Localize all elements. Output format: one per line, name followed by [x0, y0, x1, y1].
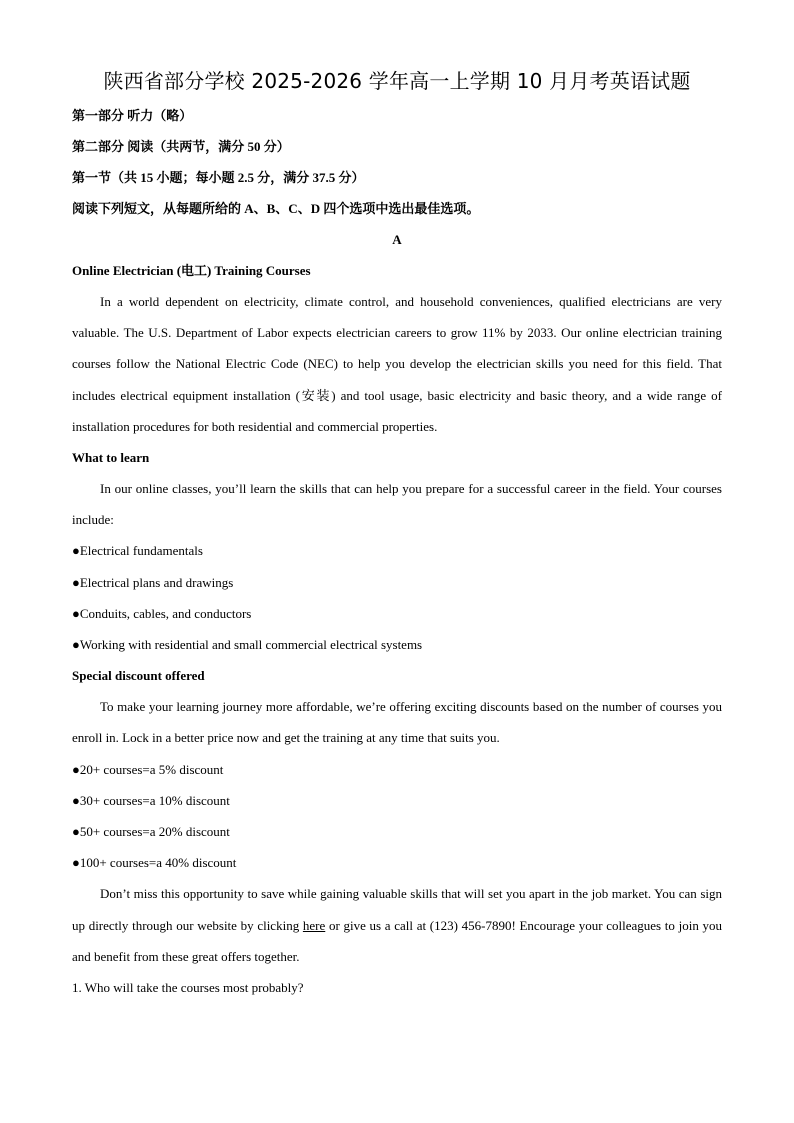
exam-page: [72, 66, 722, 1003]
list-item: ●Electrical fundamentals: [72, 543, 203, 559]
learn-heading: What to learn: [72, 450, 150, 466]
section1-heading: 第一节（共 15 小题；每小题 2.5 分，满分 37.5 分）: [72, 170, 365, 185]
closing-text-after: or give us a call at (123) 456-7890! Encourage your colleagues to join you and benefit from these great offers together.: [72, 917, 723, 964]
list-item: ●50+ courses=a 20% discount: [72, 824, 230, 840]
closing-text-before: Don’t miss this opportunity to save while gaining valuable skills that will set you apart in the job market. You can sign up directly through our website by clicking: [72, 886, 722, 933]
list-item: ●100+ courses=a 40% discount: [72, 855, 237, 871]
part2-heading: 第二部分 阅读（共两节，满分 50 分）: [72, 139, 290, 154]
passage-heading: Online Electrician (电工) Training Courses: [72, 263, 311, 278]
intro-paragraph: In a world dependent on electricity, climate control, and household conveniences, qualified electricians are very valuable. The U.S. Department of Labor expects electrician careers to grow 11% by 2033. Our online electrician training courses follow the National Electric Code (NEC) to help you develop the electrician skills you need for this field. That includes electrical equipment installation (安装) and tool usage, basic electricity and basic theory, and a wide range of installation procedures for both residential and commercial properties.: [72, 294, 722, 434]
closing-paragraph: [72, 878, 722, 972]
part1-heading: 第一部分 听力（略）: [72, 108, 193, 123]
list-item: ●Conduits, cables, and conductors: [72, 605, 252, 621]
list-item: ●20+ courses=a 5% discount: [72, 761, 224, 777]
list-item: ●Working with residential and small commercial electrical systems: [72, 637, 423, 653]
instruction-text: 阅读下列短文，从每题所给的 A、B、C、D 四个选项中选出最佳选项。: [72, 201, 480, 216]
discount-heading: Special discount offered: [72, 668, 205, 684]
passage-letter: A: [392, 232, 402, 247]
learn-paragraph: In our online classes, you’ll learn the skills that can help you prepare for a successful career in the field. Your courses include:: [72, 481, 722, 528]
signup-link[interactable]: here: [302, 917, 326, 933]
list-item: ●30+ courses=a 10% discount: [72, 792, 230, 808]
page-title: 陕西省部分学校 2025-2026 学年高一上学期 10 月月考英语试题: [103, 69, 691, 93]
list-item: ●Electrical plans and drawings: [72, 574, 234, 590]
question-1: 1. Who will take the courses most probably?: [72, 980, 304, 996]
discount-paragraph: To make your learning journey more affordable, we’re offering exciting discounts based on the number of courses you enroll in. Lock in a better price now and get the training at any time that suits you.: [72, 699, 722, 746]
